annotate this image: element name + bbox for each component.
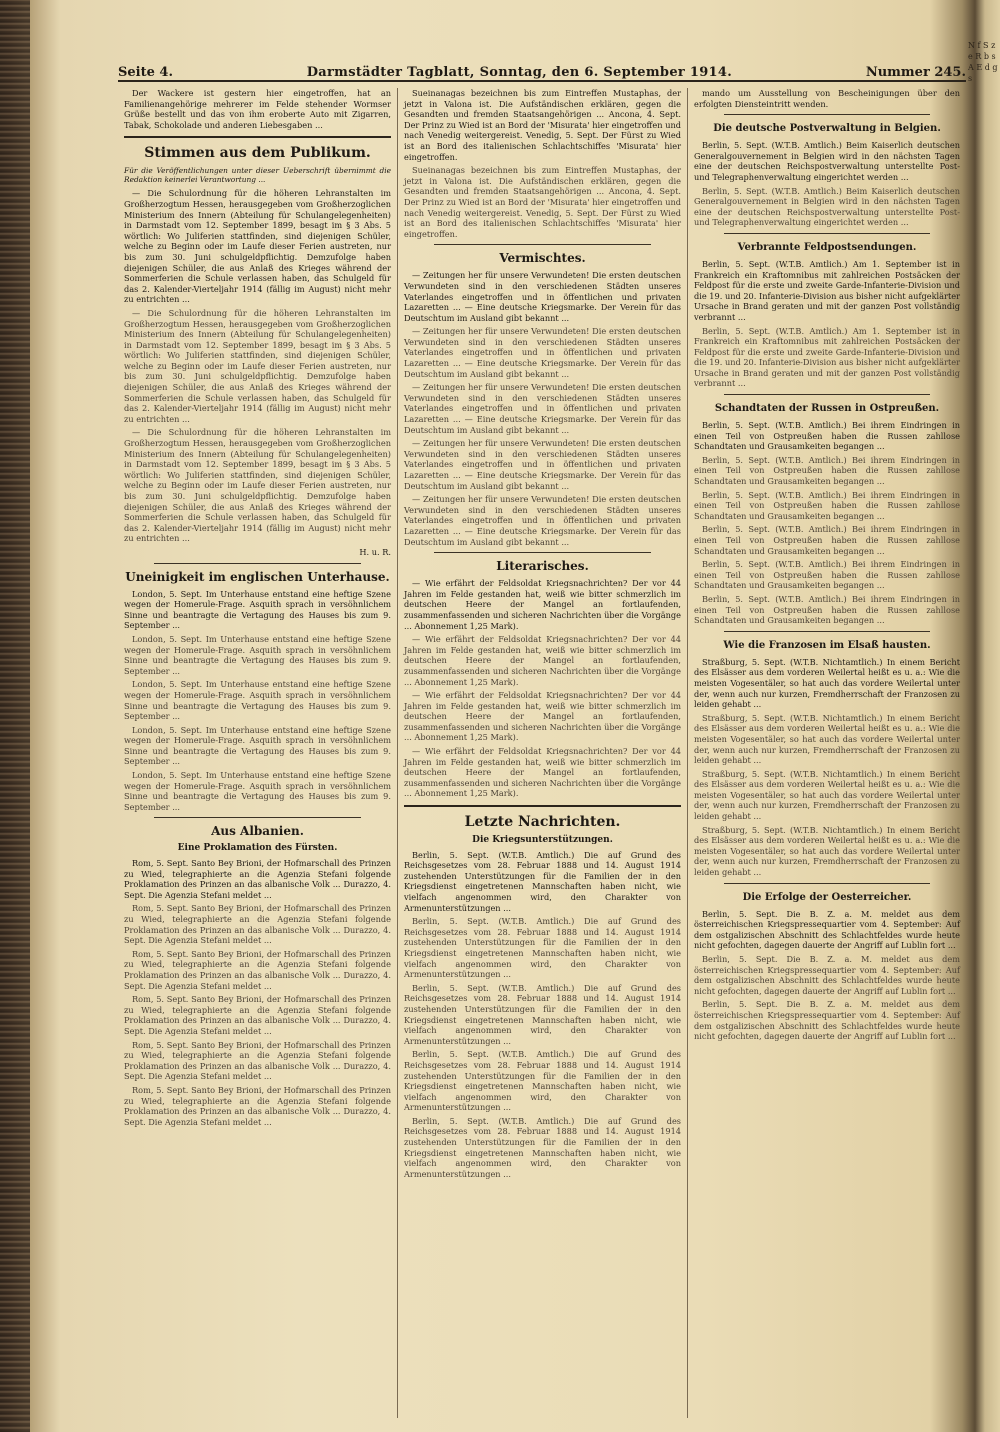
article-text: Berlin, 5. Sept. (W.T.B. Amtlich.) Die auf Grund des Reichsgesetzes vom 28. Februar 1888 und 14. August 1914 zustehenden Unterstützungen für die Familien der in den Kriegsdienst eingetretenen Mannschaften haben nicht, wie vielfach angenommen wird, den Charakter von Armenunterstützungen ... (404, 1049, 681, 1113)
section-subheading: Die Kriegsunterstützungen. (472, 835, 613, 846)
section-heading: Stimmen aus dem Publikum. (144, 145, 371, 162)
article-text: London, 5. Sept. Im Unterhause entstand eine heftige Szene wegen der Homerule-Frage. Asquith sprach in versöhnlichem Sinne und beantragte die Vertagung des Hauses bis zum 9. September ... (124, 724, 391, 767)
adjacent-page-strip (968, 40, 1000, 1432)
article-text: — Die Schulordnung für die höheren Lehranstalten im Großherzogtum Hessen, herausgegeben vom Großherzoglichen Ministerium des Innern (Abteilung für Schulangelegenheiten) in Darmstadt vom 12. September 1899, besagt im § 3 Abs. 5 wörtlich: Wo Juliferien stattfinden, sind diejenigen Schüler, welche zu Beginn oder im Laufe dieser Ferien austreten, nur bis zum 30. Juni schulgeldpflichtig. Demzufolge haben diejenigen Schüler, die aus Anlaß des Krieges während der Sommerferien die Schule verlassen haben, das Schulgeld für das 2. Kalender-Vierteljahr 1914 (fällig im August) nicht mehr zu entrichten ... (124, 307, 391, 424)
article-text: — Wie erfährt der Feldsoldat Kriegsnachrichten? Der vor 44 Jahren im Felde gestanden hat, weiß wie bitter schmerzlich im deutschen Heere der Mangel an fortlaufenden, zusammenfassenden und sicheren Nachrichten über die Vorgänge ... Abonnement 1,25 Mark). (404, 690, 681, 743)
section-subheading: Eine Proklamation des Fürsten. (177, 843, 338, 854)
section-heading: Vermischtes. (499, 251, 586, 266)
masthead: Darmstädter Tagblatt, Sonntag, den 6. September 1914. (306, 65, 733, 80)
divider (404, 805, 681, 807)
article-text: — Zeitungen her für unsere Verwundeten! Die ersten deutschen Verwundeten sind in den verschiedenen Städten unseres Vaterlandes eingetroffen und in öffentlichen und privaten Lazaretten ... — Eine deutsche Kriegsmarke. Der Verein für das Deutschtum im Ausland gibt bekannt ... (404, 438, 681, 491)
article-text: Berlin, 5. Sept. (W.T.B. Amtlich.) Die auf Grund des Reichsgesetzes vom 28. Februar 1888 und 14. August 1914 zustehenden Unterstützungen für die Familien der in den Kriegsdienst eingetretenen Mannschaften haben nicht, wie vielfach angenommen wird, den Charakter von Armenunterstützungen ... (404, 916, 681, 980)
article-text: Berlin, 5. Sept. Die B. Z. a. M. meldet aus dem österreichischen Kriegspressequartier vom 4. September: Auf dem ostgalizischen Abschnitt des Schlachtfeldes wurde heute nicht gefochten, dagegen dauerte der Angriff auf Lublin fort ... (694, 999, 960, 1042)
article-text: Berlin, 5. Sept. (W.T.B. Amtlich.) Bei ihrem Eindringen in einen Teil von Ostpreußen haben die Russen zahllose Schandtaten und Grausamkeiten begangen ... (694, 559, 960, 591)
article-text: Straßburg, 5. Sept. (W.T.B. Nichtamtlich.) In einem Bericht des Elsässer aus dem vorderen Weilertal heißt es u. a.: Wie die meisten Vogesentäler, so hat auch das vordere Weilertal unter der, wenn auch nur kurzen, Fremdherrschaft der Franzosen zu leiden gehabt ... (694, 656, 960, 710)
divider (724, 883, 930, 884)
article-text: — Die Schulordnung für die höheren Lehranstalten im Großherzogtum Hessen, herausgegeben vom Großherzoglichen Ministerium des Innern (Abteilung für Schulangelegenheiten) in Darmstadt vom 12. September 1899, besagt im § 3 Abs. 5 wörtlich: Wo Juliferien stattfinden, sind diejenigen Schüler, welche zu Beginn oder im Laufe dieser Ferien austreten, nur bis zum 30. Juni schulgeldpflichtig. Demzufolge haben diejenigen Schüler, die aus Anlaß des Krieges während der Sommerferien die Schule verlassen haben, das Schulgeld für das 2. Kalender-Vierteljahr 1914 (fällig im August) nicht mehr zu entrichten ... (124, 427, 391, 544)
article-text: — Die Schulordnung für die höheren Lehranstalten im Großherzogtum Hessen, herausgegeben vom Großherzoglichen Ministerium des Innern (Abteilung für Schulangelegenheiten) in Darmstadt vom 12. September 1899, besagt im § 3 Abs. 5 wörtlich: Wo Juliferien stattfinden, sind diejenigen Schüler, welche zu Beginn oder im Laufe dieser Ferien austreten, nur bis zum 30. Juni schulgeldpflichtig. Demzufolge haben diejenigen Schüler, die aus Anlaß des Krieges während der Sommerferien die Schule verlassen haben, das Schulgeld für das 2. Kalender-Vierteljahr 1914 (fällig im August) nicht mehr zu entrichten ... (124, 188, 391, 305)
article-text: London, 5. Sept. Im Unterhause entstand eine heftige Szene wegen der Homerule-Frage. Asquith sprach in versöhnlichem Sinne und beantragte die Vertagung des Hauses bis zum 9. September ... (124, 588, 391, 631)
signature: H. u. R. (359, 546, 391, 557)
section-heading: Wie die Franzosen im Elsaß hausten. (723, 639, 931, 651)
article-text: Rom, 5. Sept. Santo Bey Brioni, der Hofmarschall des Prinzen zu Wied, telegraphierte an die Agenzia Stefani folgende Proklamation des Prinzen an das albanische Volk ... Durazzo, 4. Sept. Die Agenzia Stefani meldet ... (124, 948, 391, 991)
article-text: Sueinanagas bezeichnen bis zum Eintreffen Mustaphas, der jetzt in Valona ist. Die Aufständischen erklären, gegen die Gesandten und fremden Staatsangehörigen ... Ancona, 4. Sept. Der Prinz zu Wied ist an Bord der 'Misurata' hier eingetroffen und nach Venedig weitergereist. Venedig, 5. Sept. Der Fürst zu Wied ist an Bord des italienischen Schlachtschiffes 'Misurata' hier eingetroffen. (404, 165, 681, 239)
article-text: Berlin, 5. Sept. (W.T.B. Amtlich.) Bei ihrem Eindringen in einen Teil von Ostpreußen haben die Russen zahllose Schandtaten und Grausamkeiten begangen ... (694, 420, 960, 452)
section-heading: Schandtaten der Russen in Ostpreußen. (714, 403, 940, 415)
divider (724, 631, 930, 632)
divider (154, 817, 361, 818)
article-text: Rom, 5. Sept. Santo Bey Brioni, der Hofmarschall des Prinzen zu Wied, telegraphierte an die Agenzia Stefani folgende Proklamation des Prinzen an das albanische Volk ... Durazzo, 4. Sept. Die Agenzia Stefani meldet ... (124, 1084, 391, 1127)
section-heading: Die Erfolge der Oesterreicher. (742, 891, 912, 903)
article-text: Berlin, 5. Sept. (W.T.B. Amtlich.) Bei ihrem Eindringen in einen Teil von Ostpreußen haben die Russen zahllose Schandtaten und Grausamkeiten begangen ... (694, 524, 960, 556)
article-text: — Zeitungen her für unsere Verwundeten! Die ersten deutschen Verwundeten sind in den verschiedenen Städten unseres Vaterlandes eingetroffen und in öffentlichen und privaten Lazaretten ... — Eine deutsche Kriegsmarke. Der Verein für das Deutschtum im Ausland gibt bekannt ... (404, 382, 681, 435)
article-text: Berlin, 5. Sept. (W.T.B. Amtlich.) Beim Kaiserlich deutschen Generalgouvernement in Belgien wird in den nächsten Tagen eine der deutschen Reichspostverwaltung unterstellte Post- und Telegraphenverwaltung eingerichtet werden ... (694, 185, 960, 228)
page-header (118, 58, 966, 82)
adjacent-page-fragment: N f S z e R b s A E d g s (968, 41, 998, 83)
article-text: mando um Ausstellung von Bescheinigungen über den erfolgten Diensteintritt wenden. (694, 88, 960, 109)
article-text: Berlin, 5. Sept. (W.T.B. Amtlich.) Die auf Grund des Reichsgesetzes vom 28. Februar 1888 und 14. August 1914 zustehenden Unterstützungen für die Familien der in den Kriegsdienst eingetretenen Mannschaften haben nicht, wie vielfach angenommen wird, den Charakter von Armenunterstützungen ... (404, 982, 681, 1046)
section-heading: Aus Albanien. (211, 824, 304, 839)
article-text: Berlin, 5. Sept. (W.T.B. Amtlich.) Bei ihrem Eindringen in einen Teil von Ostpreußen haben die Russen zahllose Schandtaten und Grausamkeiten begangen ... (694, 454, 960, 487)
article-text: London, 5. Sept. Im Unterhause entstand eine heftige Szene wegen der Homerule-Frage. Asquith sprach in versöhnlichem Sinne und beantragte die Vertagung des Hauses bis zum 9. September ... (124, 679, 391, 722)
article-text: Berlin, 5. Sept. Die B. Z. a. M. meldet aus dem österreichischen Kriegspressequartier vom 4. September: Auf dem ostgalizischen Abschnitt des Schlachtfeldes wurde heute nicht gefochten, dagegen dauerte der Angriff auf Lublin fort ... (694, 908, 960, 951)
divider (724, 394, 930, 395)
editorial-note: Für die Veröffentlichungen unter dieser Ueberschrift übernimmt die Redaktion keinerlei Verantwortung ... (124, 166, 391, 185)
section-heading: Letzte Nachrichten. (464, 814, 621, 831)
article-text: Der Wackere ist gestern hier eingetroffen, hat an Familienangehörige mehrerer im Felde stehender Wormser Grüße bestellt und das von ihm eroberte Auto mit Zigarren, Tabak, Schokolade und anderen Liebesgaben ... (124, 88, 391, 130)
page-number: Seite 4. (118, 65, 173, 80)
article-text: Rom, 5. Sept. Santo Bey Brioni, der Hofmarschall des Prinzen zu Wied, telegraphierte an die Agenzia Stefani folgende Proklamation des Prinzen an das albanische Volk ... Durazzo, 4. Sept. Die Agenzia Stefani meldet ... (124, 994, 391, 1036)
article-text: Berlin, 5. Sept. (W.T.B. Amtlich.) Die auf Grund des Reichsgesetzes vom 28. Februar 1888 und 14. August 1914 zustehenden Unterstützungen für die Familien der in den Kriegsdienst eingetretenen Mannschaften haben nicht, wie vielfach angenommen wird, den Charakter von Armenunterstützungen ... (404, 849, 681, 913)
divider (724, 114, 930, 115)
article-text: — Zeitungen her für unsere Verwundeten! Die ersten deutschen Verwundeten sind in den verschiedenen Städten unseres Vaterlandes eingetroffen und in öffentlichen und privaten Lazaretten ... — Eine deutsche Kriegsmarke. Der Verein für das Deutschtum im Ausland gibt bekannt ... (404, 270, 681, 323)
article-text: Sueinanagas bezeichnen bis zum Eintreffen Mustaphas, der jetzt in Valona ist. Die Aufständischen erklären, gegen die Gesandten und fremden Staatsangehörigen ... Ancona, 4. Sept. Der Prinz zu Wied ist an Bord der 'Misurata' hier eingetroffen und nach Venedig weitergereist. Venedig, 5. Sept. Der Fürst zu Wied ist an Bord des italienischen Schlachtschiffes 'Misurata' hier eingetroffen. (404, 88, 681, 162)
book-binding-edge (0, 0, 30, 1432)
article-text: Straßburg, 5. Sept. (W.T.B. Nichtamtlich.) In einem Bericht des Elsässer aus dem vorderen Weilertal heißt es u. a.: Wie die meisten Vogesentäler, so hat auch das vordere Weilertal unter der, wenn auch nur kurzen, Fremdherrschaft der Franzosen zu leiden gehabt ... (694, 712, 960, 766)
divider (724, 233, 930, 234)
article-text: Straßburg, 5. Sept. (W.T.B. Nichtamtlich.) In einem Bericht des Elsässer aus dem vorderen Weilertal heißt es u. a.: Wie die meisten Vogesentäler, so hat auch das vordere Weilertal unter der, wenn auch nur kurzen, Fremdherrschaft der Franzosen zu leiden gehabt ... (694, 824, 960, 878)
article-text: Berlin, 5. Sept. (W.T.B. Amtlich.) Am 1. September ist in Frankreich ein Kraftomnibus mit zahlreichen Postsäcken der Feldpost für die erste und zweite Garde-Infanterie-Division und die 19. und 20. Infanterie-Division aus bisher nicht aufgeklärter Ursache in Brand geraten und mit der ganzen Post vollständig verbrannt ... (694, 258, 960, 322)
article-text: Berlin, 5. Sept. Die B. Z. a. M. meldet aus dem österreichischen Kriegspressequartier vom 4. September: Auf dem ostgalizischen Abschnitt des Schlachtfeldes wurde heute nicht gefochten, dagegen dauerte der Angriff auf Lublin fort ... (694, 954, 960, 996)
divider (434, 244, 651, 245)
article-text: Berlin, 5. Sept. (W.T.B. Amtlich.) Bei ihrem Eindringen in einen Teil von Ostpreußen haben die Russen zahllose Schandtaten und Grausamkeiten begangen ... (694, 593, 960, 626)
column-1 (118, 88, 398, 1418)
article-text: Berlin, 5. Sept. (W.T.B. Amtlich.) Die auf Grund des Reichsgesetzes vom 28. Februar 1888 und 14. August 1914 zustehenden Unterstützungen für die Familien der in den Kriegsdienst eingetretenen Mannschaften haben nicht, wie vielfach angenommen wird, den Charakter von Armenunterstützungen ... (404, 1115, 681, 1179)
article-text: London, 5. Sept. Im Unterhause entstand eine heftige Szene wegen der Homerule-Frage. Asquith sprach in versöhnlichem Sinne und beantragte die Vertagung des Hauses bis zum 9. September ... (124, 633, 391, 676)
article-text: — Wie erfährt der Feldsoldat Kriegsnachrichten? Der vor 44 Jahren im Felde gestanden hat, weiß wie bitter schmerzlich im deutschen Heere der Mangel an fortlaufenden, zusammenfassenden und sicheren Nachrichten über die Vorgänge ... Abonnement 1,25 Mark). (404, 578, 681, 631)
article-text: Rom, 5. Sept. Santo Bey Brioni, der Hofmarschall des Prinzen zu Wied, telegraphierte an die Agenzia Stefani folgende Proklamation des Prinzen an das albanische Volk ... Durazzo, 4. Sept. Die Agenzia Stefani meldet ... (124, 858, 391, 900)
page-content (118, 58, 966, 1420)
article-text: — Wie erfährt der Feldsoldat Kriegsnachrichten? Der vor 44 Jahren im Felde gestanden hat, weiß wie bitter schmerzlich im deutschen Heere der Mangel an fortlaufenden, zusammenfassenden und sicheren Nachrichten über die Vorgänge ... Abonnement 1,25 Mark). (404, 746, 681, 799)
article-text: — Zeitungen her für unsere Verwundeten! Die ersten deutschen Verwundeten sind in den verschiedenen Städten unseres Vaterlandes eingetroffen und in öffentlichen und privaten Lazaretten ... — Eine deutsche Kriegsmarke. Der Verein für das Deutschtum im Ausland gibt bekannt ... (404, 326, 681, 379)
article-text: — Wie erfährt der Feldsoldat Kriegsnachrichten? Der vor 44 Jahren im Felde gestanden hat, weiß wie bitter schmerzlich im deutschen Heere der Mangel an fortlaufenden, zusammenfassenden und sicheren Nachrichten über die Vorgänge ... Abonnement 1,25 Mark). (404, 634, 681, 687)
issue-number: Nummer 245. (865, 65, 966, 80)
column-2 (398, 88, 688, 1418)
section-heading: Die deutsche Postverwaltung in Belgien. (713, 123, 941, 135)
section-heading: Verbrannte Feldpostsendungen. (737, 241, 917, 253)
article-text: Rom, 5. Sept. Santo Bey Brioni, der Hofmarschall des Prinzen zu Wied, telegraphierte an die Agenzia Stefani folgende Proklamation des Prinzen an das albanische Volk ... Durazzo, 4. Sept. Die Agenzia Stefani meldet ... (124, 903, 391, 946)
article-text: Straßburg, 5. Sept. (W.T.B. Nichtamtlich.) In einem Bericht des Elsässer aus dem vorderen Weilertal heißt es u. a.: Wie die meisten Vogesentäler, so hat auch das vordere Weilertal unter der, wenn auch nur kurzen, Fremdherrschaft der Franzosen zu leiden gehabt ... (694, 768, 960, 822)
section-heading: Literarisches. (496, 559, 589, 574)
article-text: Berlin, 5. Sept. (W.T.B. Amtlich.) Bei ihrem Eindringen in einen Teil von Ostpreußen haben die Russen zahllose Schandtaten und Grausamkeiten begangen ... (694, 489, 960, 521)
article-text: Berlin, 5. Sept. (W.T.B. Amtlich.) Beim Kaiserlich deutschen Generalgouvernement in Belgien wird in den nächsten Tagen eine der deutschen Reichspostverwaltung unterstellte Post- und Telegraphenverwaltung eingerichtet werden ... (694, 140, 960, 182)
divider (124, 136, 391, 138)
divider (434, 552, 651, 553)
article-text: — Zeitungen her für unsere Verwundeten! Die ersten deutschen Verwundeten sind in den verschiedenen Städten unseres Vaterlandes eingetroffen und in öffentlichen und privaten Lazaretten ... — Eine deutsche Kriegsmarke. Der Verein für das Deutschtum im Ausland gibt bekannt ... (404, 494, 681, 547)
article-text: Berlin, 5. Sept. (W.T.B. Amtlich.) Am 1. September ist in Frankreich ein Kraftomnibus mit zahlreichen Postsäcken der Feldpost für die erste und zweite Garde-Infanterie-Division und die 19. und 20. Infanterie-Division aus bisher nicht aufgeklärter Ursache in Brand geraten und mit der ganzen Post vollständig verbrannt ... (694, 325, 960, 389)
section-heading: Uneinigkeit im englischen Unterhause. (125, 569, 390, 584)
columns (118, 88, 966, 1418)
article-text: London, 5. Sept. Im Unterhause entstand eine heftige Szene wegen der Homerule-Frage. Asquith sprach in versöhnlichem Sinne und beantragte die Vertagung des Hauses bis zum 9. September ... (124, 770, 391, 812)
divider (154, 563, 361, 564)
article-text: Rom, 5. Sept. Santo Bey Brioni, der Hofmarschall des Prinzen zu Wied, telegraphierte an die Agenzia Stefani folgende Proklamation des Prinzen an das albanische Volk ... Durazzo, 4. Sept. Die Agenzia Stefani meldet ... (124, 1039, 391, 1082)
column-3 (688, 88, 966, 1418)
